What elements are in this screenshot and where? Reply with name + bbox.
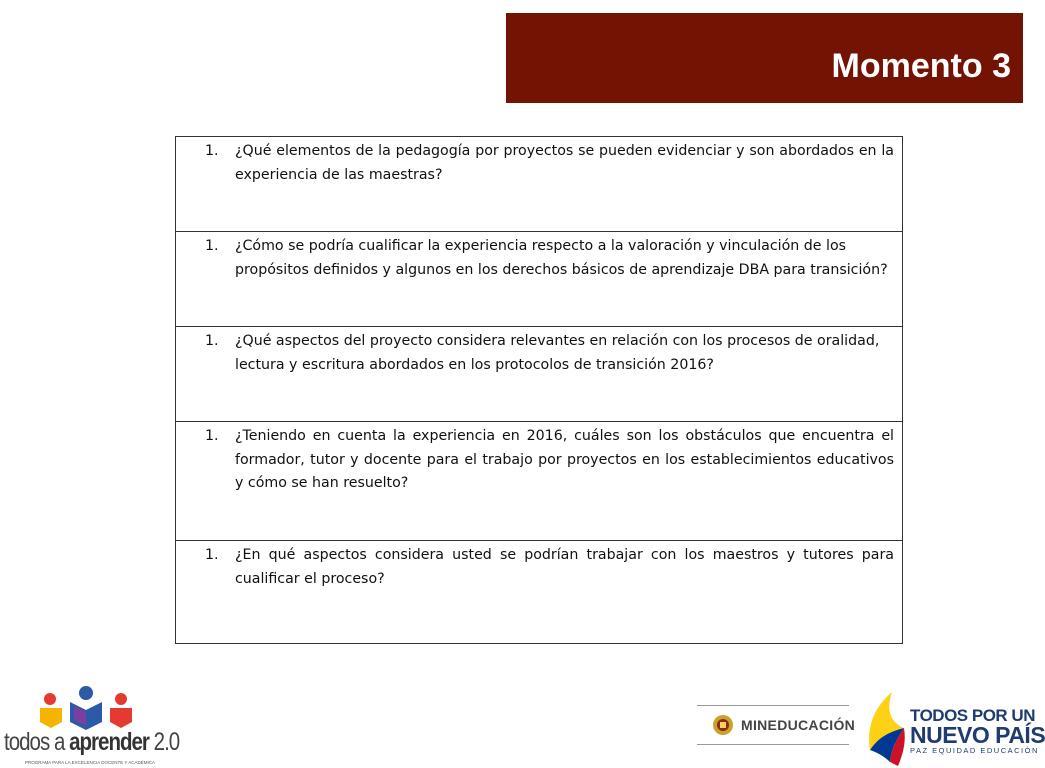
table-row [176, 541, 903, 644]
table-row [176, 232, 903, 327]
questions-table [175, 136, 903, 644]
table-row [176, 327, 903, 422]
program-subtitle: PROGRAMA PARA LA EXCELENCIA DOCENTE Y ACADÉMICA [25, 760, 156, 765]
coat-of-arms-icon [711, 713, 735, 737]
question-text: ¿En qué aspectos considera usted se podrían trabajar con los maestros y tutores para cualificar el proceso? [235, 547, 894, 587]
question-number: 1. [205, 143, 219, 159]
mineducacion-logo: MINEDUCACIÓN [697, 705, 849, 745]
question-number: 1. [205, 333, 219, 349]
question-number: 1. [205, 238, 219, 254]
table-row [176, 137, 903, 232]
slogan-line1: TODOS POR UN [910, 706, 1035, 725]
question-number: 1. [205, 547, 219, 563]
table-row [176, 422, 903, 541]
flag-swoosh-icon [862, 688, 910, 768]
question-text: ¿Qué aspectos del proyecto considera relevantes en relación con los procesos de oralidad, lectura y escritura abordados en los protocolos de transición 2016? [235, 333, 880, 373]
slogan-line2: NUEVO PAÍS [910, 722, 1045, 748]
question-number: 1. [205, 428, 219, 444]
slogan-line3: PAZ EQUIDAD EDUCACIÓN [910, 746, 1039, 755]
title-banner [506, 13, 1023, 103]
question-text: ¿Teniendo en cuenta la experiencia en 2016, cuáles son los obstáculos que encuentra el formador, tutor y docente para el trabajo por proyectos en los establecimientos educativos y cómo se han resuelto? [235, 428, 894, 491]
question-text: ¿Cómo se podría cualificar la experiencia respecto a la valoración y vinculación de los propósitos definidos y algunos en los derechos básicos de aprendizaje DBA para transición? [235, 238, 888, 278]
todos-a-aprender-wordmark: todos a aprender 2.0 [4, 728, 180, 756]
question-text: ¿Qué elementos de la pedagogía por proyectos se pueden evidenciar y son abordados en la experiencia de las maestras? [235, 143, 894, 183]
page-title: Momento 3 [831, 47, 1011, 85]
todos-por-un-nuevo-pais-logo [862, 688, 1045, 768]
